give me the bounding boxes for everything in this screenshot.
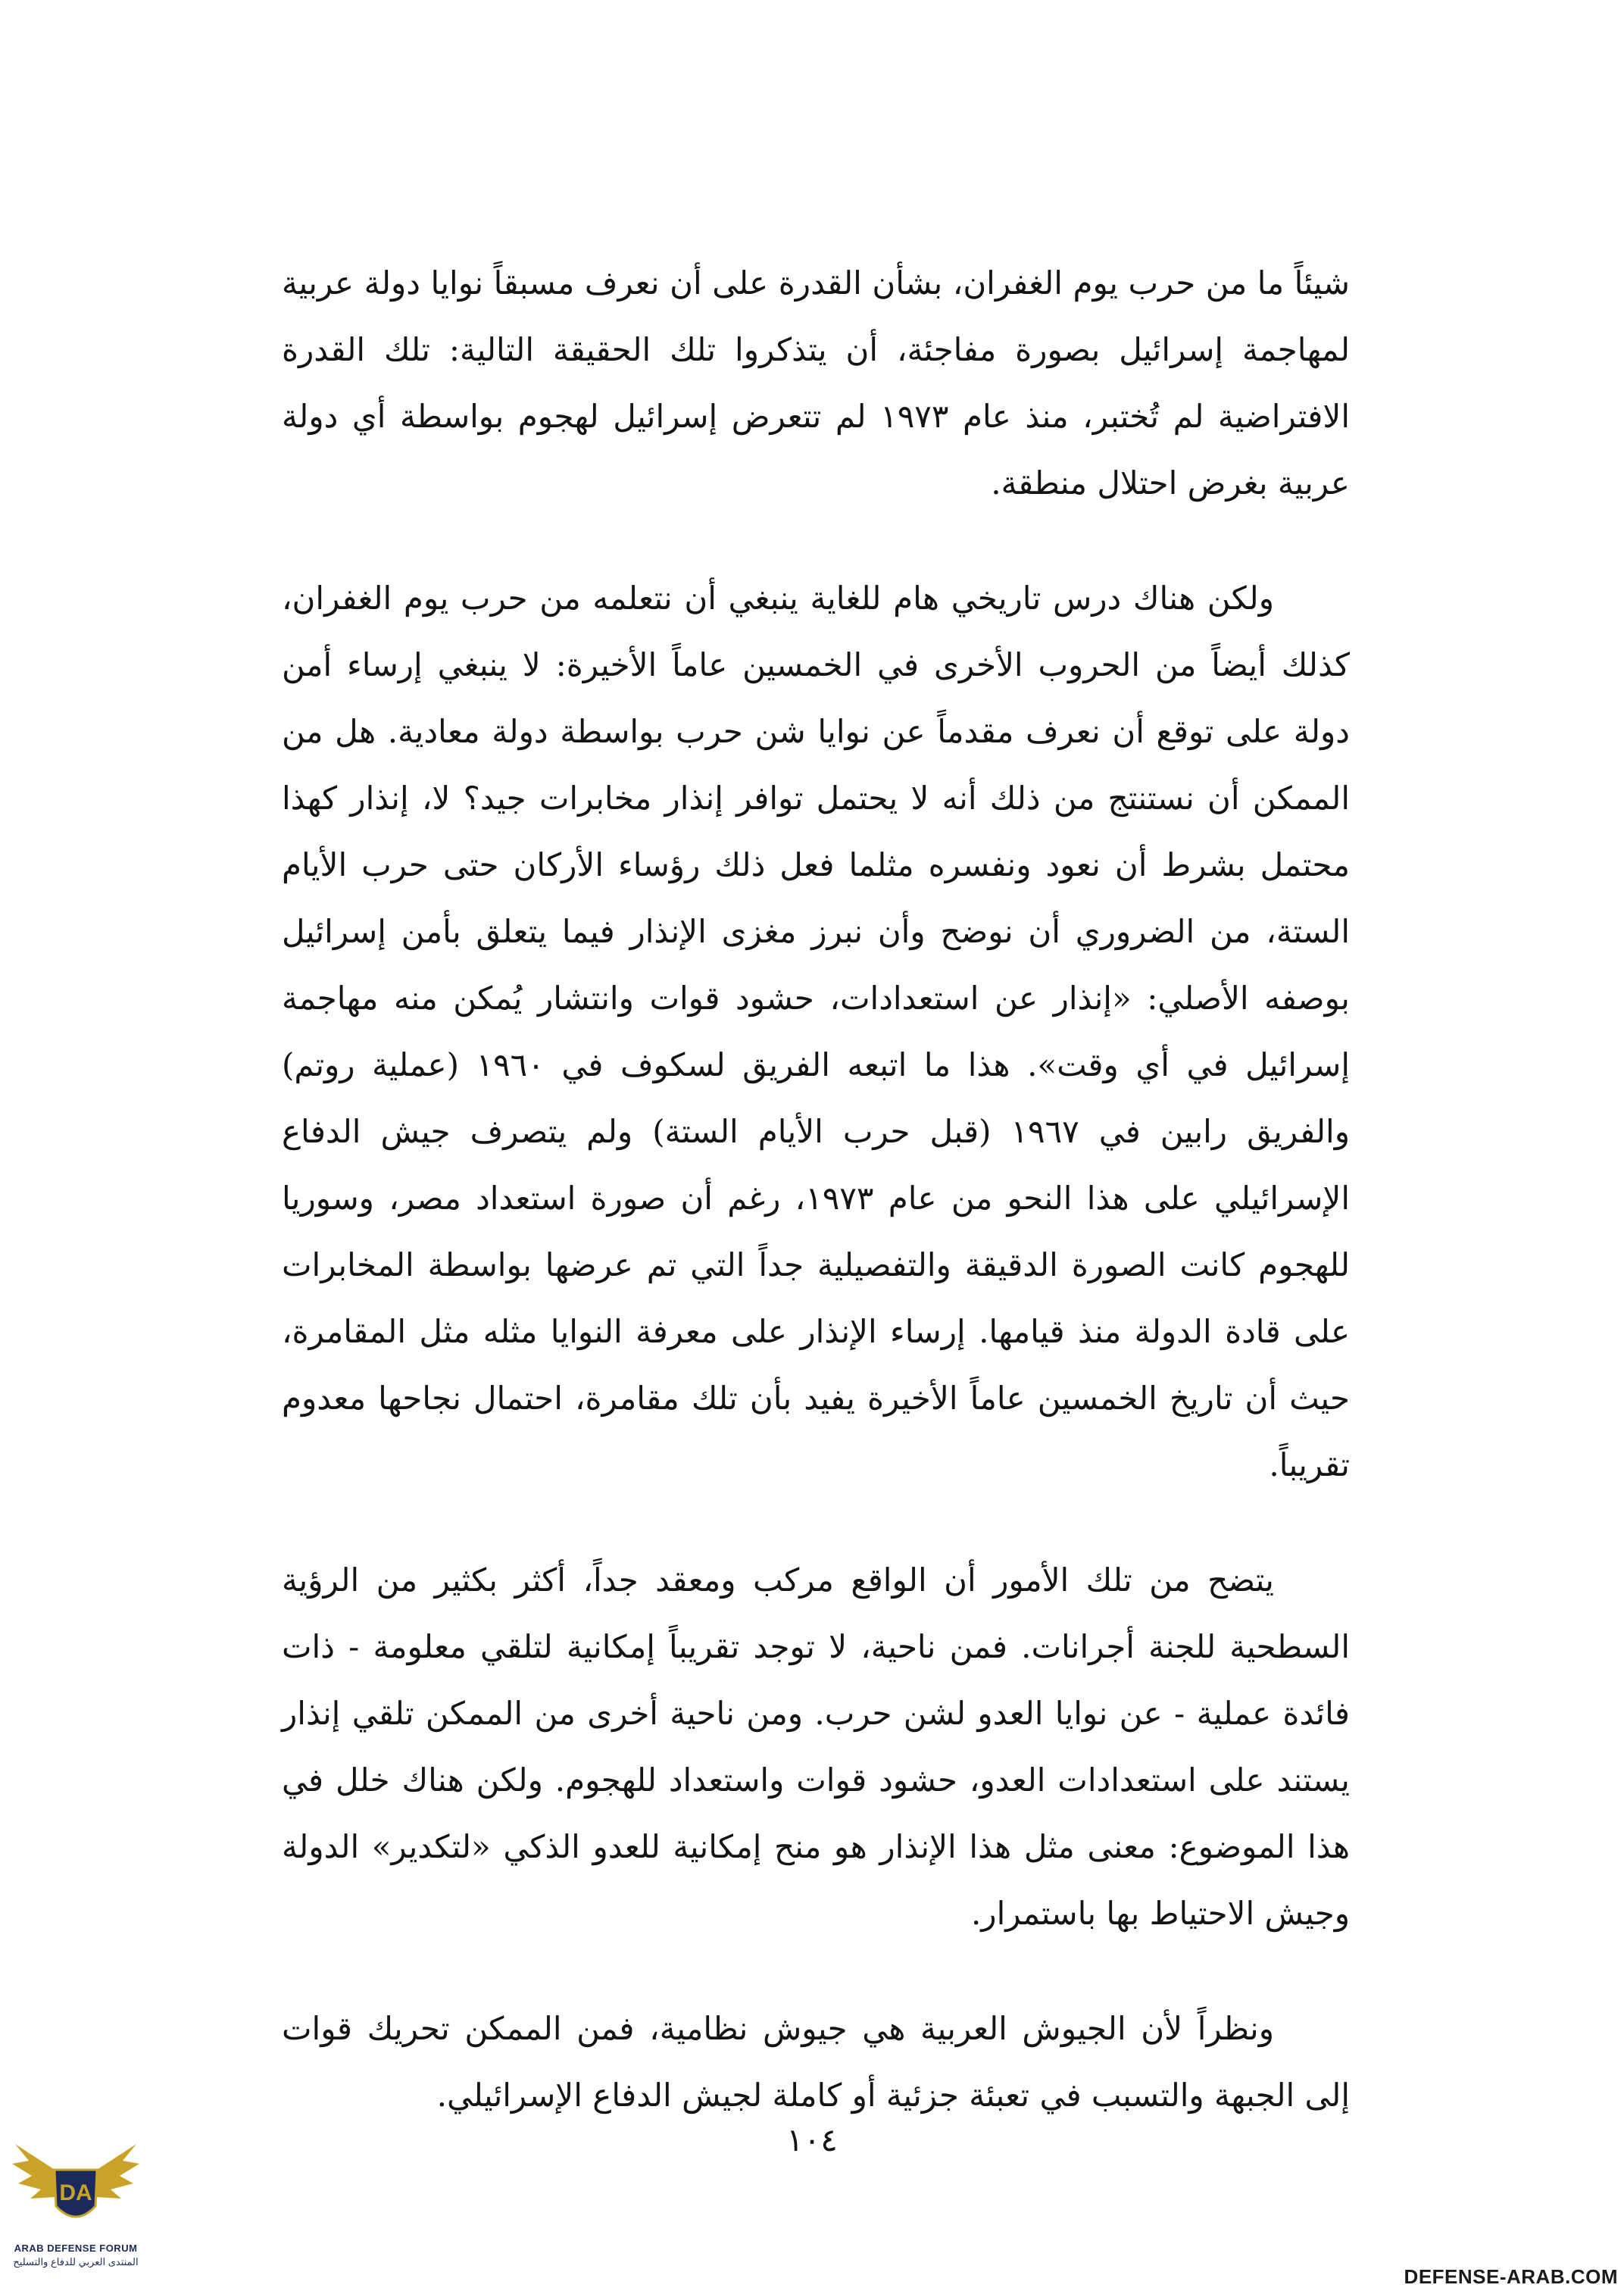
site-watermark: DEFENSE-ARAB.COM: [1404, 2265, 1618, 2288]
logo-name-ar: المنتدى العربي للدفاع والتسليح: [13, 2256, 139, 2268]
paragraph-4: ونظراً لأن الجيوش العربية هي جيوش نظامية، فمن الممكن تحريك قوات إلى الجبهة والتسبب في تعبئة جزئية أو كاملة لجيش الدفاع الإسرائيلي.: [282, 2010, 1350, 2114]
logo-monogram: DA: [59, 2180, 92, 2205]
eagle-emblem-icon: [8, 2130, 144, 2243]
arab-defense-forum-logo: [8, 2130, 144, 2286]
paragraph-1: شيئاً ما من حرب يوم الغفران، بشأن القدرة على أن نعرف مسبقاً نوايا دولة عربية لمهاجمة إسرائيل بصورة مفاجئة، أن يتذكروا تلك الحقيقة التالية: تلك القدرة الافتراضية لم تُختبر، منذ عام ١٩٧٣ لم تتعرض إسرائيل لهجوم بواسطة أي دولة عربية بغرض احتلال منطقة.: [282, 264, 1351, 502]
paragraph-2: ولكن هناك درس تاريخي هام للغاية ينبغي أن نتعلمه من حرب يوم الغفران، كذلك أيضاً من الحروب الأخرى في الخمسين عاماً الأخيرة: لا ينبغي إرساء أمن دولة على توقع أن نعرف مقدماً عن نوايا شن حرب بواسطة دولة معادية. هل من الممكن أن نستنتج من ذلك أنه لا يحتمل توافر إنذار مخابرات جيد؟ لا، إنذار كهذا محتمل بشرط أن نعود ونفسره مثلما فعل ذلك رؤساء الأركان حتى حرب الأيام الستة، من الضروري أن نوضح وأن نبرز مغزى الإنذار فيما يتعلق بأمن إسرائيل بوصفه الأصلي: «إنذار عن استعدادات، حشود قوات وانتشار يُمكن منه مهاجمة إسرائيل في أي وقت». هذا ما اتبعه الفريق لسكوف في ١٩٦٠ (عملية روتم) والفريق رابين في ١٩٦٧ (قبل حرب الأيام الستة) ولم يتصرف جيش الدفاع الإسرائيلي على هذا النحو من عام ١٩٧٣، رغم أن صورة استعداد مصر، وسوريا للهجوم كانت الصورة الدقيقة والتفصيلية جداً التي تم عرضها بواسطة المخابرات على قادة الدولة منذ قيامها. إرساء الإنذار على معرفة النوايا مثله مثل المقامرة، حيث أن تاريخ الخمسين عاماً الأخيرة يفيد بأن تلك مقامرة، احتمال نجاحها معدوم تقريباً.: [282, 580, 1350, 1483]
paragraph-3: يتضح من تلك الأمور أن الواقع مركب ومعقد جداً، أكثر بكثير من الرؤية السطحية للجنة أجرانات. فمن ناحية، لا توجد تقريباً إمكانية لتلقي معلومة - ذات فائدة عملية - عن نوايا العدو لشن حرب. ومن ناحية أخرى من الممكن تلقي إنذار يستند على استعدادات العدو، حشود قوات واستعداد للهجوم. ولكن هناك خلل في هذا الموضوع: معنى مثل هذا الإنذار هو منح إمكانية للعدو الذكي «لتكدير» الدولة وجيش الاحتياط بها باستمرار.: [282, 1561, 1350, 1932]
book-page-text: [282, 250, 1350, 2129]
logo-name-en: ARAB DEFENSE FORUM: [14, 2243, 138, 2254]
page-number: ١٠٤: [786, 2121, 838, 2158]
